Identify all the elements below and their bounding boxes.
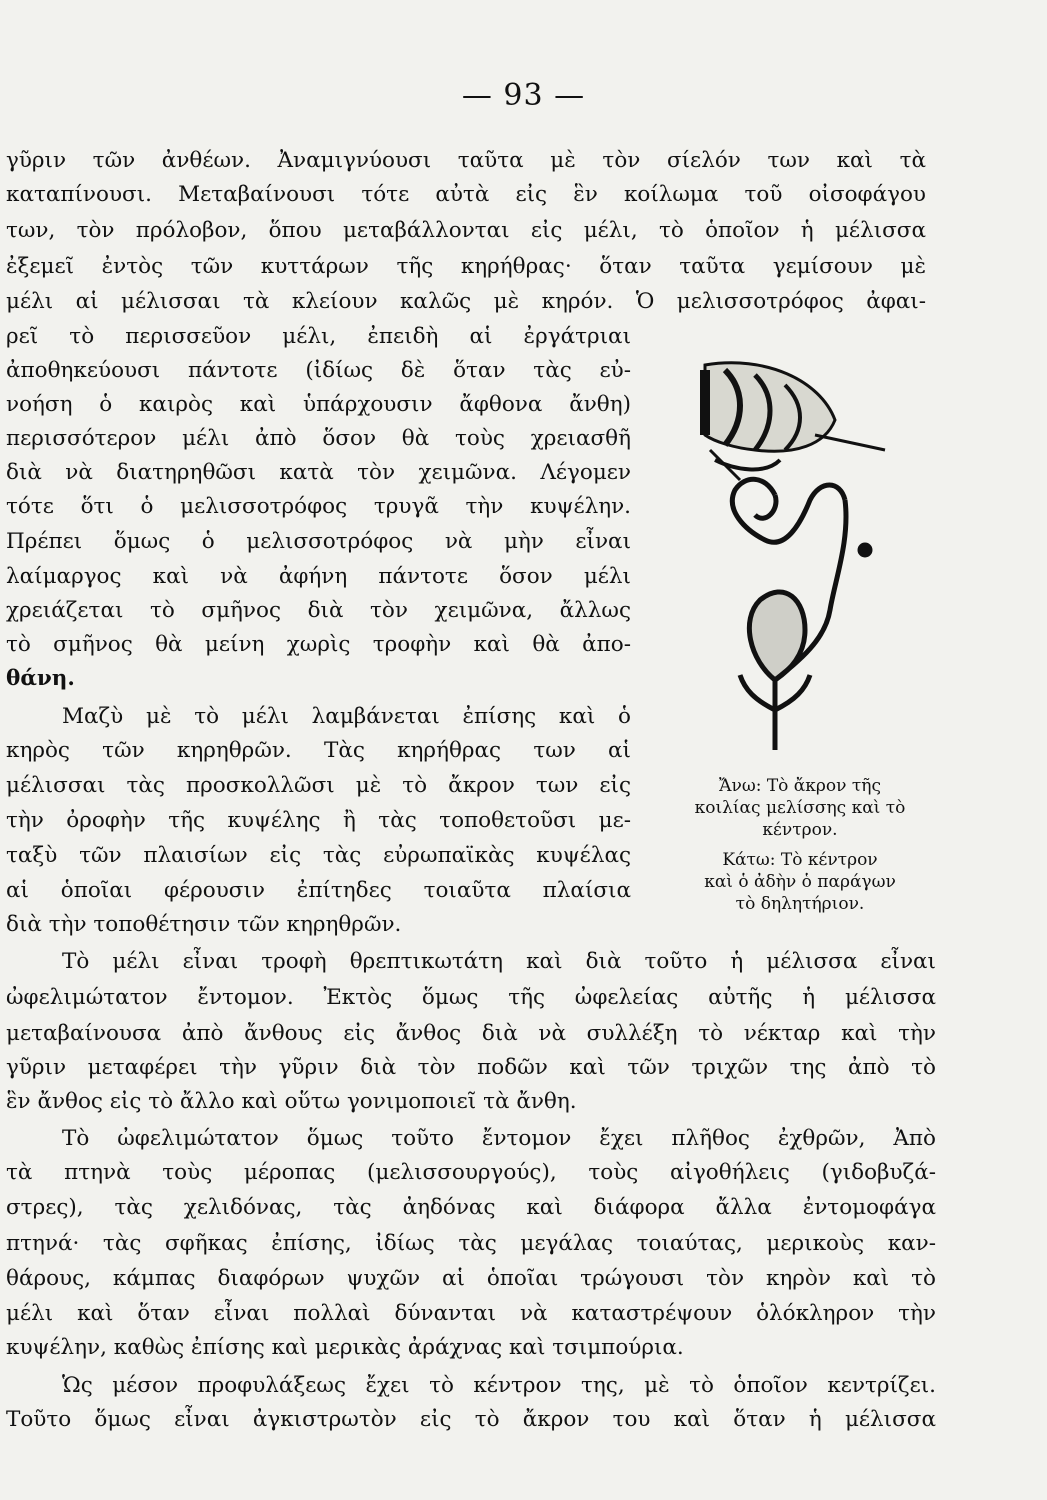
text-line: θάρους, κάμπας διαφόρων ψυχῶν αἱ ὁποῖαι τρώγουσι τὸν κηρὸν καὶ τὸ: [6, 1266, 936, 1291]
page-number: — 93 —: [461, 78, 586, 113]
caption-line: Ἄνω: Τὸ ἄκρον τῆς: [719, 776, 881, 796]
text-line: τὰ πτηνὰ τοὺς μέροπας (μελισσουργούς), τοὺς αἰγοθήλεις (γιδοβυζά-: [6, 1160, 936, 1185]
venom-gland-drawing: [732, 479, 870, 750]
bee-abdomen-illustration: [655, 350, 945, 780]
text-line: μεταβαίνουσα ἀπὸ ἄνθους εἰς ἄνθος διὰ νὰ συλλέξη τὸ νέκταρ καὶ τὴν: [6, 1021, 936, 1046]
caption-line: Κάτω: Τὸ κέντρον: [722, 850, 878, 870]
text-line: καταπίνουσι. Μεταβαίνουσι τότε αὐτὰ εἰς ἓν κοίλωμα τοῦ οἰσοφάγου: [6, 182, 926, 207]
caption-line: τὸ δηλητήριον.: [735, 894, 865, 914]
text-line: Μαζὺ μὲ τὸ μέλι λαμβάνεται ἐπίσης καὶ ὁ: [62, 704, 631, 729]
figure-caption: [655, 775, 945, 915]
text-line: ἐξεμεῖ ἐντὸς τῶν κυττάρων τῆς κηρήθρας· ὅταν ταῦτα γεμίσουν μὲ: [6, 254, 926, 279]
caption-line: κέντρον.: [762, 820, 838, 840]
text-line: Πρέπει ὅμως ὁ μελισσοτρόφος νὰ μὴν εἶναι: [6, 529, 631, 554]
text-line: ρεῖ τὸ περισσεῦον μέλι, ἐπειδὴ αἱ ἐργάτριαι: [6, 324, 631, 349]
bee-stinger-figure: [655, 350, 945, 780]
text-line: τὸ σμῆνος θὰ μείνη χωρὶς τροφὴν καὶ θὰ ἀπο-: [6, 632, 631, 657]
text-line: λαίμαργος καὶ νὰ ἀφήνη πάντοτε ὅσον μέλι: [6, 564, 631, 589]
text-line: Ὡς μέσον προφυλάξεως ἔχει τὸ κέντρον της, μὲ τὸ ὁποῖον κεντρίζει.: [62, 1373, 936, 1398]
text-line: τότε ὅτι ὁ μελισσοτρόφος τρυγᾶ τὴν κυψέλην.: [6, 494, 631, 519]
text-line: στρες), τὰς χελιδόνας, τὰς ἀηδόνας καὶ διάφορα ἄλλα ἐντομοφάγα: [6, 1195, 936, 1220]
text-line: γῦριν μεταφέρει τὴν γῦριν διὰ τὸν ποδῶν καὶ τῶν τριχῶν της ἀπὸ τὸ: [6, 1055, 936, 1080]
text-line: περισσότερον μέλι ἀπὸ ὅσον θὰ τοὺς χρειασθῆ: [6, 426, 631, 451]
text-line: μέλι αἱ μέλισσαι τὰ κλείουν καλῶς μὲ κηρόν. Ὁ μελισσοτρόφος ἀφαι-: [6, 289, 926, 314]
text-line: ὠφελιμώτατον ἔντομον. Ἐκτὸς ὅμως τῆς ὠφελείας αὐτῆς ἡ μέλισσα: [6, 985, 936, 1010]
text-line: κηρὸς τῶν κηρηθρῶν. Τὰς κηρήθρας των αἱ: [6, 738, 631, 763]
caption-line: κοιλίας μελίσσης καὶ τὸ: [694, 798, 906, 818]
text-line: των, τὸν πρόλοβον, ὅπου μεταβάλλονται εἰς μέλι, τὸ ὁποῖον ἡ μέλισσα: [6, 218, 926, 243]
abdomen-tip-drawing: [705, 363, 885, 480]
text-line: κυψέλην, καθὼς ἐπίσης καὶ μερικὰς ἀράχνας καὶ τσιμπούρια.: [6, 1335, 684, 1360]
text-line: Τοῦτο ὅμως εἶναι ἀγκιστρωτὸν εἰς τὸ ἄκρον του καὶ ὅταν ἡ μέλισσα: [6, 1407, 936, 1432]
text-line: γῦριν τῶν ἀνθέων. Ἀναμιγνύουσι ταῦτα μὲ τὸν σίελόν των καὶ τὰ: [6, 148, 926, 173]
text-line: χρειάζεται τὸ σμῆνος διὰ τὸν χειμῶνα, ἄλλως: [6, 598, 631, 623]
text-line: θάνη.: [6, 666, 75, 691]
text-line: νοήση ὁ καιρὸς καὶ ὑπάρχουσιν ἄφθονα ἄνθη): [6, 392, 631, 417]
caption-line: καὶ ὁ ἀδὴν ὁ παράγων: [704, 872, 896, 892]
text-line: πτηνά· τὰς σφῆκας ἐπίσης, ἰδίως τὰς μεγάλας τοιαύτας, μερικοὺς καν-: [6, 1231, 936, 1256]
text-line: Τὸ ὠφελιμώτατον ὅμως τοῦτο ἔντομον ἔχει πλῆθος ἐχθρῶν, Ἀπὸ: [62, 1126, 936, 1151]
text-line: ταξὺ τῶν πλαισίων εἰς τὰς εὐρωπαϊκὰς κυψέλας: [6, 843, 631, 868]
text-line: Τὸ μέλι εἶναι τροφὴ θρεπτικωτάτη καὶ διὰ τοῦτο ἡ μέλισσα εἶναι: [62, 949, 936, 974]
text-line: ἓν ἄνθος εἰς τὸ ἄλλο καὶ οὕτω γονιμοποιεῖ τὰ ἄνθη.: [6, 1089, 577, 1114]
text-line: διὰ νὰ διατηρηθῶσι κατὰ τὸν χειμῶνα. Λέγομεν: [6, 460, 631, 485]
text-line: αἱ ὁποῖαι φέρουσιν ἐπίτηδες τοιαῦτα πλαίσια: [6, 878, 631, 903]
text-line: τὴν ὀροφὴν τῆς κυψέλης ἢ τὰς τοποθετοῦσι με-: [6, 808, 631, 833]
text-line: μέλισσαι τὰς προσκολλῶσι μὲ τὸ ἄκρον των εἰς: [6, 773, 631, 798]
text-line: διὰ τὴν τοποθέτησιν τῶν κηρηθρῶν.: [6, 912, 402, 937]
text-line: μέλι καὶ ὅταν εἶναι πολλαὶ δύνανται νὰ καταστρέψουν ὁλόκληρον τὴν: [6, 1301, 936, 1326]
text-line: ἀποθηκεύουσι πάντοτε (ἰδίως δὲ ὅταν τὰς εὐ-: [6, 358, 631, 383]
